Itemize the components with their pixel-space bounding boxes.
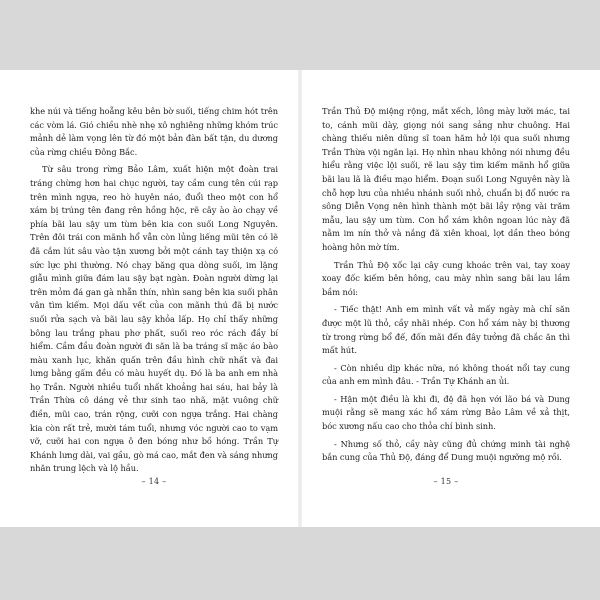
left-page	[30, 105, 278, 476]
book-gutter	[298, 70, 302, 527]
book-spread	[0, 70, 600, 527]
dialogue-line: - Còn nhiều dịp khác nữa, nó không thoát nổi tay cung của anh em mình đâu. - Trần Tự Khánh an ủi.	[322, 362, 570, 387]
dialogue-line: - Tiếc thật! Anh em mình vất vả mấy ngày mà chỉ săn được một lũ thỏ, cầy nhãi nhép. Con hổ xám này bị thương từ trong rừng bổ đế, đốn mãi đến đây tưởng đã chắc ăn thì mất hút.	[322, 304, 570, 356]
paragraph: Trần Thủ Độ miệng rộng, mắt xếch, lông mày lưỡi mác, tai to, cánh mũi dày, giọng nói sang sảng như chuông. Hai chàng thiếu niên dũng sĩ toan hăm hở lội qua suối nhưng Trần Thừa vội ngăn lại. Họ nhìn nhau không nói nhưng đều hiểu rằng việc lội suối, rẽ lau sậy tìm kiếm mãnh hổ giữa bãi lau lã là điều mạo hiểm. Đoạn suối Long Nguyên này là chỗ hợp lưu của nhiều nhánh suối nhỏ, chuẩn bị đổ nước ra sông Diễn Vọng nên hình thành một bãi lầy rộng vài trăm mẫu, lau sậy um tùm. Con hổ xám khôn ngoan lúc này đã nằm im nín thở và nắng đã xiên khoai, lợt dần theo bóng hoàng hôn mờ tím.	[322, 106, 570, 252]
page-number: – 15 –	[433, 477, 459, 486]
paragraph: khe núi và tiếng hoẵng kêu bên bờ suối, tiếng chim hót trên các vòm lá. Gió chiều nhè nhẹ xô nghiêng những khóm trúc mảnh dẻ làm vọng lên từ đó một bản đàn bất tận, du dương của rừng chiều Đông Bắc.	[30, 106, 278, 157]
dialogue-line: - Nhưng số thỏ, cầy này cũng đủ chứng minh tài nghệ bắn cung của Thủ Độ, đáng để Dung muội ngưỡng mộ rồi.	[322, 438, 570, 463]
paragraph: Trần Thủ Độ xốc lại cây cung khoác trên vai, tay xoay xoay đốc kiếm bên hông, cau mày nhìn sang bãi lau lầm bầm nói:	[322, 259, 570, 297]
page-number: – 14 –	[141, 477, 167, 486]
paragraph: Từ sâu trong rừng Bảo Lâm, xuất hiện một đoàn trai tráng chừng hơn hai chục người, tay cầm cung tên cúi rạp trên mình ngựa, reo hò huyên náo, đuổi theo một con hổ xám bị trúng tên đang rên hồng hộc, rẽ cây ào ào chạy về phía bãi lau sậy um tùm bên kia con suối Long Nguyên. Trên đôi trái con mãnh hổ vẫn còn lủng liếng mũi tên có lẽ đã cắm lút sâu vào tận xương bởi một cánh tay thiện xạ có sức lực phi thường. Nó chạy băng qua dòng suối, im lặng giẫu mình giữa đám lau sậy bạt ngàn. Đoàn người dừng lại trên mỏm đá gan gà nhẵn thín, nhìn sang bên kia suối phân vân tìm kiếm. Mọi dấu vết của con mãnh thú đã bị nước suối rửa sạch và bãi lau sậy khỏa lấp. Họ chỉ thấy những bông lau trắng phau phơ phất, suối reo róc rách đầy bí hiểm. Cầm đầu đoàn người đi săn là ba tráng sĩ mặc áo bào màu xanh lục, khăn quấn trên đầu hình chữ nhất và đai lưng bằng gấm đều có màu huyết dụ. Đó là ba anh em nhà họ Trần. Người nhiều tuổi nhất khoảng hai sáu, hai bảy là Trần Thừa cô dáng vẻ thư sinh tao nhã, mặt vuông chữ điền, mũi cao, trán rộng, cưỡi con ngựa trắng. Hai chàng kia còn rất trẻ, mười tám tuổi, nhưng vóc người cao to vạm vỡ, cưỡi hai con ngựa ô đen bóng như bồ hóng. Trần Tự Khánh lưng dài, vai gầu, gò má cao, mắt đen và sáng nhưng nhăn trung lệch và lộ hầu.	[30, 164, 278, 474]
dialogue-line: - Hận một điều là khi đi, đệ đã hẹn với lão bá và Dung muội rằng sẽ mang xác hổ xám rừng Bảo Lâm về xả thịt, bóc xương nấu cao cho thỏa chí bình sinh.	[322, 393, 570, 432]
right-page	[322, 105, 570, 465]
